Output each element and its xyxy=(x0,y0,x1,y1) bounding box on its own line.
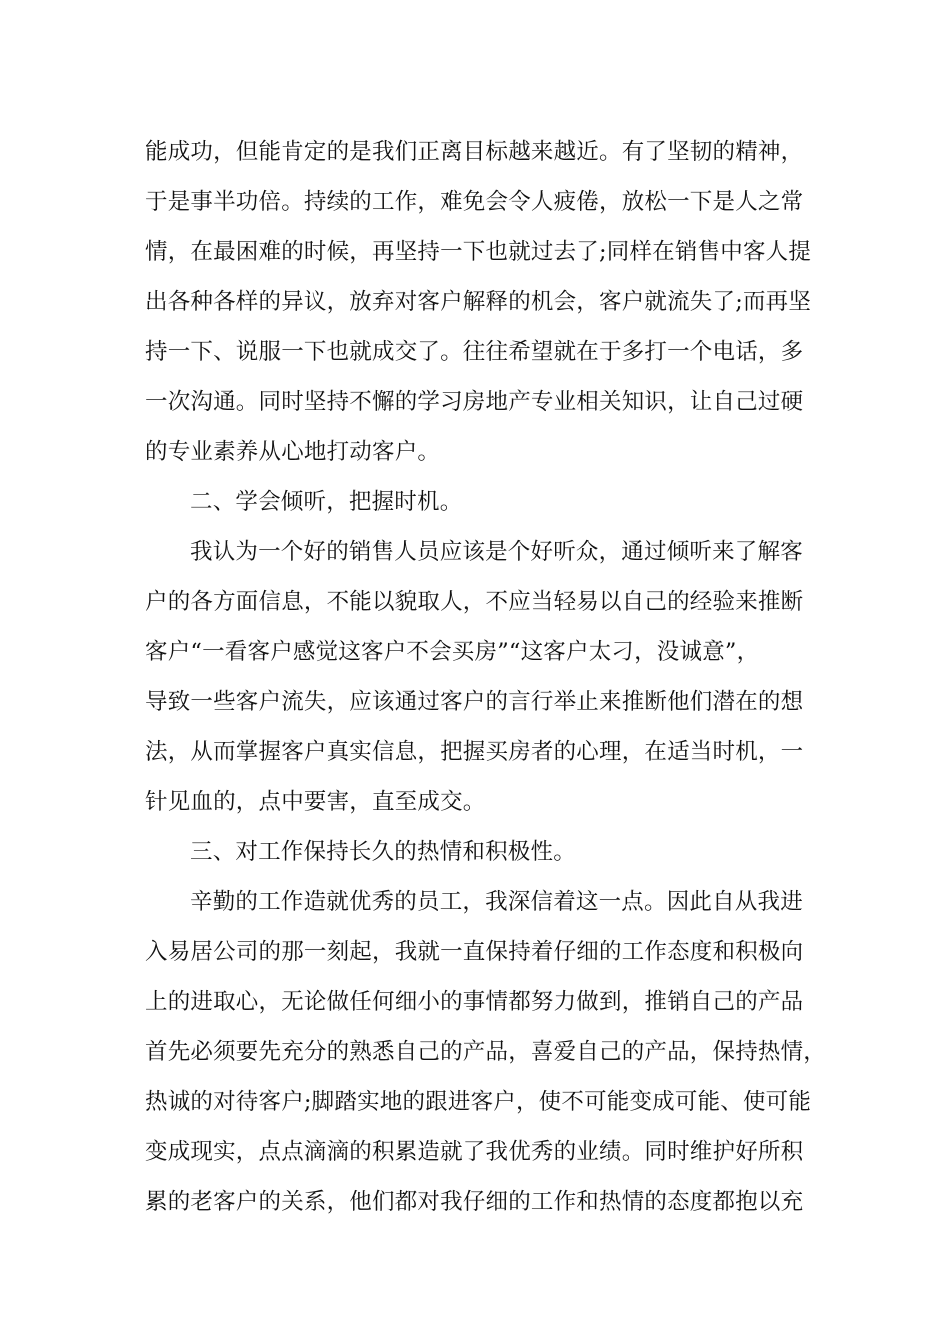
text-line: 户的各方面信息，不能以貌取人，不应当轻易以自己的经验来推断 xyxy=(145,589,804,615)
text-line: 热诚的对待客户;脚踏实地的跟进客户，使不可能变成可能、使可能 xyxy=(145,1089,812,1115)
text-line: 入易居公司的那一刻起，我就一直保持着仔细的工作态度和积极向 xyxy=(145,939,804,965)
text-line: 于是事半功倍。持续的工作，难免会令人疲倦，放松一下是人之常 xyxy=(145,189,804,215)
paragraph-first-line: 辛勤的工作造就优秀的员工，我深信着这一点。因此自从我进 xyxy=(190,889,803,915)
text-line: 首先必须要先充分的熟悉自己的产品，喜爱自己的产品，保持热情， xyxy=(145,1039,827,1065)
text-line: 出各种各样的异议，放弃对客户解释的机会，客户就流失了;而再坚 xyxy=(145,289,812,315)
text-line: 一次沟通。同时坚持不懈的学习房地产专业相关知识，让自己过硬 xyxy=(145,389,804,415)
text-line: 情，在最困难的时候，再坚持一下也就过去了;同样在销售中客人提 xyxy=(145,239,812,265)
text-line: 上的进取心，无论做任何细小的事情都努力做到，推销自己的产品 xyxy=(145,989,804,1015)
section-heading: 二、学会倾听，把握时机。 xyxy=(190,489,463,515)
text-line: 能成功，但能肯定的是我们正离目标越来越近。有了坚韧的精神， xyxy=(145,139,804,165)
paragraph-first-line: 我认为一个好的销售人员应该是个好听众，通过倾听来了解客 xyxy=(190,539,803,565)
text-line: 客户“一看客户感觉这客户不会买房”“这客户太刁，没诚意”， xyxy=(145,639,760,665)
text-line: 导致一些客户流失，应该通过客户的言行举止来推断他们潜在的想 xyxy=(145,689,804,715)
section-heading: 三、对工作保持长久的热情和积极性。 xyxy=(190,839,576,865)
text-line: 持一下、说服一下也就成交了。往往希望就在于多打一个电话，多 xyxy=(145,339,804,365)
text-line: 法，从而掌握客户真实信息，把握买房者的心理，在适当时机，一 xyxy=(145,739,804,765)
text-line: 针见血的，点中要害，直至成交。 xyxy=(145,789,486,815)
text-line: 变成现实，点点滴滴的积累造就了我优秀的业绩。同时维护好所积 xyxy=(145,1139,804,1165)
text-line: 累的老客户的关系，他们都对我仔细的工作和热情的态度都抱以充 xyxy=(145,1189,804,1215)
text-line: 的专业素养从心地打动客户。 xyxy=(145,439,441,465)
